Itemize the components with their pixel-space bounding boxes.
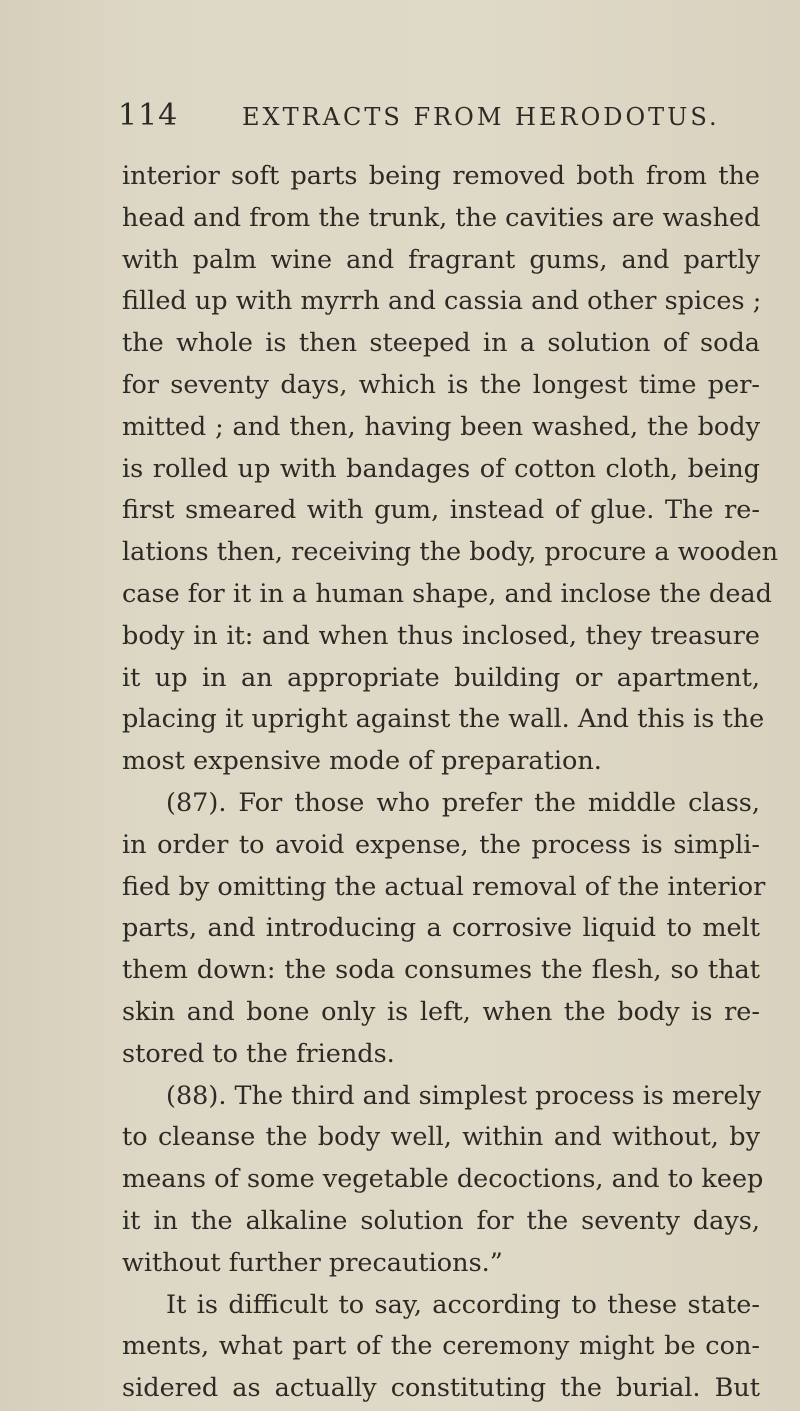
text-line: placing it upright against the wall. And this is the: [122, 704, 765, 735]
text-line: parts, and introducing a corrosive liquid to melt: [122, 913, 760, 944]
text-line: case for it in a human shape, and inclose the dead: [122, 578, 772, 609]
text-line: head and from the trunk, the cavities are washed: [122, 202, 761, 233]
body-text: [122, 156, 779, 1410]
text-line: mitted ; and then, having been washed, the body: [122, 411, 760, 442]
text-line: (88). The third and simplest process is merely: [166, 1080, 762, 1111]
text-line: stored to the friends.: [122, 1038, 395, 1069]
text-line: in order to avoid expense, the process is simpli-: [122, 829, 760, 860]
text-line: body in it: and when thus inclosed, they treasure: [122, 620, 760, 651]
text-line: means of some vegetable decoctions, and to keep: [122, 1164, 764, 1195]
text-line: sidered as actually constituting the burial. But: [122, 1373, 760, 1404]
text-line: ments, what part of the ceremony might be con-: [122, 1331, 760, 1362]
text-line: with palm wine and fragrant gums, and partly: [122, 244, 760, 275]
text-line: first smeared with gum, instead of glue. The re-: [122, 495, 760, 526]
page-number: 114: [118, 98, 179, 133]
text-line: for seventy days, which is the longest time per-: [122, 369, 760, 400]
text-line: filled up with myrrh and cassia and other spices ;: [122, 286, 762, 317]
text-line: interior soft parts being removed both from the: [122, 161, 760, 191]
text-line: lations then, receiving the body, procure a wooden: [122, 537, 779, 568]
text-line: it up in an appropriate building or apartment,: [122, 662, 760, 693]
running-head: [118, 98, 760, 138]
text-line: skin and bone only is left, when the body is re-: [122, 996, 760, 1027]
text-line: to cleanse the body well, within and without, by: [122, 1122, 760, 1153]
text-line: without further precautions.”: [122, 1247, 503, 1278]
text-line: is rolled up with bandages of cotton cloth, being: [122, 453, 760, 484]
text-line: (87). For those who prefer the middle class,: [166, 787, 760, 818]
running-title: EXTRACTS FROM HERODOTUS.: [242, 103, 720, 131]
text-line: the whole is then steeped in a solution of soda: [122, 328, 760, 359]
text-line: most expensive mode of preparation.: [122, 746, 602, 777]
text-line: them down: the soda consumes the flesh, so that: [122, 955, 760, 986]
text-line: it in the alkaline solution for the seventy days,: [122, 1205, 760, 1236]
text-line: fied by omitting the actual removal of the interior: [122, 871, 766, 902]
text-line: It is difficult to say, according to these state-: [166, 1289, 760, 1320]
